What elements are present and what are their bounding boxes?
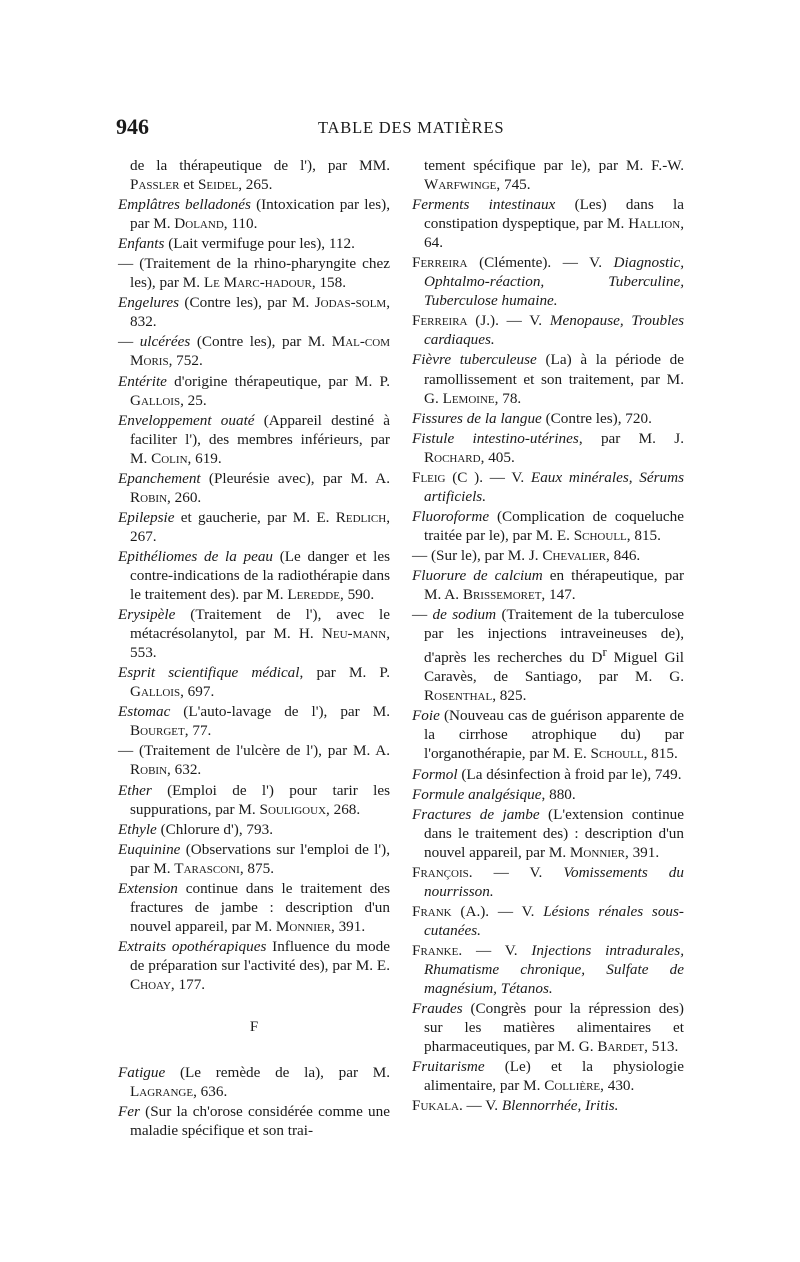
author-name: Gallois <box>130 391 181 409</box>
index-entry <box>412 253 684 310</box>
entry-text: tement spécifique par le), par M. F.-W. <box>424 157 684 174</box>
entry-term: Fractures de jambe <box>412 805 540 823</box>
index-entry <box>412 785 684 804</box>
entry-text: (La) à la période de ramollissement et son traitement, par M. G. <box>424 351 684 407</box>
index-entry <box>412 195 684 252</box>
entry-text: continue dans le traitement des fractures de jambe : description d'un nouvel appareil, par M. <box>130 879 390 935</box>
entry-text: , 815. <box>643 745 678 763</box>
entry-text: (C ). — V. <box>445 468 531 486</box>
index-entry <box>412 468 684 506</box>
entry-text: — (Traitement de l'ulcère de l'), par M. A. <box>118 742 390 760</box>
entry-term: Foie <box>412 707 440 725</box>
index-entry <box>118 702 390 740</box>
author-name: Warfwinge <box>424 176 497 194</box>
author-name: Collière <box>544 1077 601 1095</box>
entry-text: , 752. <box>168 352 203 370</box>
index-entry <box>118 293 390 331</box>
author-name: Monnier <box>275 917 331 935</box>
index-entry <box>118 156 390 194</box>
index-entry <box>412 429 684 467</box>
index-entry <box>412 605 684 705</box>
author-name: Doland <box>174 215 224 233</box>
index-entry <box>412 941 684 998</box>
entry-text: , 846. <box>606 546 641 564</box>
author-name: Bourget <box>130 722 185 740</box>
entry-text: en thérapeutique, par M. A. <box>424 566 684 604</box>
entry-text: , 430. <box>600 1077 635 1095</box>
entry-term: Enfants <box>118 235 165 253</box>
author-name: Monnier <box>569 843 625 861</box>
entry-text: , 25. <box>180 391 207 409</box>
index-entry <box>118 547 390 604</box>
entry-text: , 636. <box>193 1083 228 1101</box>
index-entry <box>118 195 390 233</box>
entry-text: , 77. <box>184 722 212 740</box>
entry-text: , 832. <box>130 294 390 331</box>
index-entry <box>412 999 684 1056</box>
entry-text: (Emploi de l') pour tarir les suppurations, par M. <box>130 781 390 818</box>
author-name: Neu-mann <box>321 625 387 643</box>
entry-text: , 391. <box>624 843 660 861</box>
entry-text: , 405. <box>480 448 515 466</box>
entry-term: Formol <box>412 765 458 783</box>
entry-text: , 267. <box>130 508 390 545</box>
index-entry <box>118 1063 390 1101</box>
entry-term: Erysipèle <box>118 606 176 624</box>
index-entry <box>118 879 390 936</box>
entry-text: , 147. <box>541 586 576 604</box>
index-entry <box>412 1096 684 1115</box>
entry-text: Miguel Gil Caravès, de Santiago, par M. G. <box>424 649 684 686</box>
entry-text: (Appareil destiné à faciliter l'), des membres inférieurs, par M. <box>130 411 390 467</box>
entry-text: , 632. <box>167 761 202 779</box>
entry-term: Fièvre tuberculeuse <box>412 351 537 369</box>
author-name: Tarasconi <box>174 859 240 877</box>
entry-text: (J.). — V. <box>467 312 550 330</box>
entry-text: r <box>602 645 607 660</box>
index-entry <box>118 372 390 410</box>
entry-text: , 177. <box>170 975 206 993</box>
author-name: Jodas-solm <box>314 294 387 312</box>
author-name: Rochard <box>424 448 481 466</box>
entry-text: — <box>412 606 433 624</box>
author-name: Ferreira <box>412 312 468 330</box>
entry-text: F <box>249 1019 259 1036</box>
entry-term: Formule analgésique <box>412 785 542 803</box>
entry-term: Emplâtres belladonés <box>118 196 251 214</box>
entry-term: ulcérées <box>139 333 191 351</box>
entry-text: . — V. <box>468 863 564 881</box>
index-entry <box>412 1057 684 1095</box>
author-name: Fleig <box>412 468 446 486</box>
index-entry <box>118 741 390 779</box>
index-entry <box>412 805 684 862</box>
entry-term: Esprit scientifique médical <box>118 664 300 682</box>
entry-term: Eaux minérales, Sérums artificiels. <box>424 468 684 505</box>
index-entry <box>412 902 684 940</box>
entry-text: (Les) dans la constipation dyspeptique, par M. <box>424 196 684 233</box>
entry-text: (L'auto-lavage de l'), par M. <box>170 703 390 721</box>
author-name: Schoull <box>573 526 627 544</box>
entry-term: Entérite <box>118 372 167 390</box>
entry-text: (Contre les), par M. <box>179 294 315 312</box>
entry-text: (Complication de coqueluche traitée par le), par M. E. <box>424 507 684 544</box>
page-number: 946 <box>116 114 149 139</box>
entry-text: et gaucherie, par M. E. <box>174 508 336 526</box>
entry-text: , 265. <box>238 176 273 194</box>
entry-text: d'origine thérapeutique, par M. P. <box>166 372 390 390</box>
entry-text: , 815. <box>626 526 661 544</box>
author-name: Bardet <box>597 1038 645 1056</box>
index-entry <box>412 409 684 428</box>
author-name: Leredde <box>287 586 340 604</box>
entry-text: , 64. <box>424 215 684 252</box>
index-entry <box>118 781 390 819</box>
entry-text: , 78. <box>494 389 522 407</box>
entry-text: (Observations sur l'emploi de l'), par M. <box>130 840 390 877</box>
entry-term: Fraudes <box>412 1000 463 1018</box>
entry-text: , 553. <box>130 625 390 662</box>
entry-text: (Sur la ch'orose considérée comme une maladie spécifique et son trai- <box>130 1103 390 1140</box>
author-name: Ferreira <box>412 254 468 272</box>
author-name: Fukala <box>412 1097 459 1115</box>
entry-text: , 880. <box>541 785 576 803</box>
entry-term: Epanchement <box>118 469 201 487</box>
entry-term: Injections intradurales, Rhumatisme chronique, Sulfate de magnésium, Tétanos. <box>424 941 684 998</box>
entry-term: Diagnostic, Ophtalmo-réaction, Tuberculine, Tuberculose humaine. <box>424 254 684 310</box>
entry-term: Blennorrhée, Iritis. <box>501 1097 619 1115</box>
index-entry <box>118 937 390 994</box>
index-entry <box>118 469 390 507</box>
entry-term: Fer <box>118 1103 140 1121</box>
entry-term: Vomissements du nourrisson. <box>424 863 684 900</box>
entry-text: (Traitement de l'), avec le métacrésolanytol, par M. H. <box>130 606 390 643</box>
author-name: Passler <box>130 176 180 194</box>
index-entry <box>118 605 390 662</box>
entry-text: de la thérapeutique de l'), par MM. <box>130 157 390 174</box>
entry-term: Fistule intestino-utérines <box>412 429 579 447</box>
entry-text: , 260. <box>167 488 202 506</box>
author-name: Frank <box>412 902 452 920</box>
index-entry <box>118 332 390 370</box>
entry-term: Fatigue <box>118 1064 166 1082</box>
entry-term: Estomac <box>118 703 171 721</box>
entry-term: Ethyle <box>118 820 157 838</box>
index-entry <box>412 566 684 604</box>
author-name: François <box>412 863 469 881</box>
index-entry <box>118 663 390 701</box>
entry-text: (Le danger et les contre-indications de la radiothérapie dans le traitement des). par M. <box>130 547 391 604</box>
entry-text: (Contre les), par M. <box>190 333 332 351</box>
entry-text: (L'extension continue dans le traitement des) : description d'un nouvel appareil, par M. <box>424 805 684 861</box>
index-entry <box>412 863 684 901</box>
index-entry <box>412 765 684 784</box>
entry-text: . — V. <box>458 1097 502 1115</box>
entry-term: Extraits opothérapiques <box>118 937 267 955</box>
index-entry <box>412 350 684 407</box>
entry-term: Fissures de la langue <box>412 409 542 427</box>
entry-text: , 513. <box>644 1038 679 1056</box>
author-name: Brissemoret <box>462 586 542 604</box>
entry-text: (Nouveau cas de guérison apparente de la cirrhose atrophique du) par l'organothérapie, par M. E. <box>424 707 684 763</box>
entry-term: Epithéliomes de la peau <box>118 547 274 565</box>
entry-term: Menopause, Troubles cardiaques. <box>424 312 685 349</box>
entry-text: , 110. <box>223 215 258 233</box>
author-name: Lagrange <box>130 1083 194 1101</box>
index-entry <box>118 1102 390 1140</box>
author-name: Seidel <box>197 176 239 194</box>
index-entry <box>118 254 390 292</box>
author-name: Redlich <box>335 508 387 526</box>
entry-term: Fluorure de calcium <box>412 566 543 584</box>
entry-text: (Le remède de la), par M. <box>165 1064 390 1082</box>
entry-text: — <box>118 333 140 351</box>
entry-text: , 697. <box>180 683 215 701</box>
index-entry <box>412 311 684 349</box>
entry-term: Euquinine <box>118 840 181 858</box>
index-entry <box>412 156 684 194</box>
author-name: Gallois <box>130 683 181 701</box>
entry-term: de sodium <box>432 606 497 624</box>
entry-text: , 158. <box>311 274 347 292</box>
entry-term: Fluoroforme <box>412 507 490 525</box>
entry-text: (Le) et la physiologie alimentaire, par M. <box>424 1058 684 1095</box>
entry-text: et <box>179 176 198 194</box>
entry-text: , par M. P. <box>299 664 390 682</box>
author-name: Schoull <box>590 745 644 763</box>
author-name: Souligoux <box>259 800 327 818</box>
author-name: Mal-com Moris <box>130 333 390 370</box>
author-name: Colin <box>151 449 188 467</box>
entry-text: , 825. <box>492 687 527 705</box>
entry-text: , 745. <box>496 176 531 194</box>
author-name: Lemoine <box>442 389 495 407</box>
entry-term: Ether <box>118 781 152 799</box>
entry-text: (Congrès pour la répression des) sur les matières alimentaires et pharmaceutiques, par M. G. <box>424 1000 684 1056</box>
author-name: Chevalier <box>542 546 607 564</box>
entry-text: , 875. <box>239 859 274 877</box>
entry-text: (A.). — V. <box>451 902 544 920</box>
index-entry <box>412 507 684 545</box>
entry-text: (Pleurésie avec), par M. A. <box>200 469 390 487</box>
author-name: Choay <box>130 975 171 993</box>
author-name: Le Marc-hadour <box>203 274 312 292</box>
entry-term: Extension <box>118 879 178 897</box>
entry-term: Fruitarisme <box>412 1058 485 1076</box>
author-name: Franke <box>412 941 459 959</box>
entry-text: , 590. <box>339 586 375 604</box>
entry-term: Enveloppement ouaté <box>118 411 255 429</box>
index-column-left <box>118 156 390 1141</box>
entry-text: , 268. <box>326 800 361 818</box>
entry-text: (Contre les), 720. <box>541 409 652 427</box>
index-entry <box>412 706 684 763</box>
index-entry <box>118 411 390 468</box>
index-entry <box>118 840 390 878</box>
entry-term: Ferments intestinaux <box>412 196 556 214</box>
index-entry <box>118 508 390 546</box>
section-letter <box>118 1018 390 1037</box>
entry-text: (Lait vermifuge pour les), 112. <box>164 235 355 253</box>
entry-text: , par M. J. <box>578 429 684 447</box>
author-name: Robin <box>130 761 168 779</box>
entry-text: — (Sur le), par M. J. <box>412 546 543 564</box>
entry-text: (Chlorure d'), 793. <box>156 820 273 838</box>
entry-text: (Clémente). — V. <box>467 254 614 272</box>
running-head: TABLE DES MATIÈRES <box>318 118 505 137</box>
entry-term: Engelures <box>118 294 180 312</box>
author-name: Rosenthal <box>424 687 493 705</box>
entry-text: (Traitement de la tuberculose par les injections intraveineuses de), d'après les recherches du D <box>424 606 684 667</box>
entry-text: (Intoxication par les), par M. <box>130 196 391 233</box>
entry-text: . — V. <box>458 941 532 959</box>
index-column-right <box>412 156 684 1116</box>
entry-text: , 619. <box>187 449 222 467</box>
author-name: Hallion <box>628 215 681 233</box>
index-entry <box>118 234 390 253</box>
entry-text: (La désinfection à froid par le), 749. <box>457 765 682 783</box>
entry-text: — (Traitement de la rhino-pharyngite chez les), par M. <box>118 255 390 292</box>
entry-term: Lésions rénales sous-cutanées. <box>424 902 684 939</box>
entry-text: Influence du mode de préparation sur l'activité des), par M. E. <box>130 937 390 974</box>
index-entry <box>118 820 390 839</box>
index-entry <box>412 546 684 565</box>
author-name: Robin <box>130 488 168 506</box>
entry-term: Epilepsie <box>118 508 175 526</box>
entry-text: , 391. <box>330 917 366 935</box>
